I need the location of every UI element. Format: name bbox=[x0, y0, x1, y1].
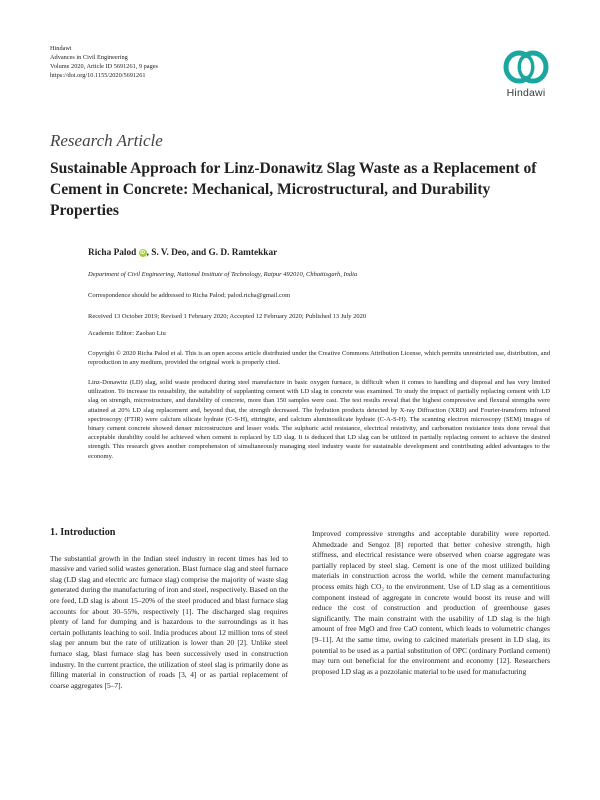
doi-link[interactable]: https://doi.org/10.1155/2020/5691261 bbox=[50, 72, 146, 79]
journal-header bbox=[50, 44, 158, 80]
hindawi-logo-icon bbox=[503, 48, 549, 86]
first-author: Richa Palod bbox=[88, 248, 137, 258]
intro-paragraph-right: Improved compressive strengths and acceptable durability were reported. Ahmedzade and Sengoz [8] reported that better cohesive strength, high stiffness, and electrical resistance were observed when coarse aggregate was partially replaced by steel slag. Cement is one of the most utilized building materials in construction across the world, while the cement manufacturing process emits high CO₂ to the environment. Use of LD slag as a cementitious component instead of aggregate in concrete would boost its reuse and will reduce the cost of construction and production of greenhouse gases significantly. The main constraint with the usability of LD slag is the high amount of free MgO and free CaO content, which leads to volumetric changes [9–11]. At the same time, owing to calcined materials present in LD slag, its potential to be used as a partial substitution of OPC (ordinary Portland cement) may turn out beneficial for the environment and economy [12]. Researchers proposed LD slag as a pozzolanic material to be used for manufacturing bbox=[312, 529, 550, 676]
affiliation: Department of Civil Engineering, National Institute of Technology, Raipur 492010, Chhattisgarh, India bbox=[88, 271, 358, 278]
orcid-icon[interactable]: iD bbox=[140, 250, 146, 256]
left-column bbox=[50, 528, 288, 691]
author-list bbox=[88, 248, 277, 258]
article-type: Research Article bbox=[50, 131, 163, 150]
academic-editor: Academic Editor: Zaobao Liu bbox=[88, 330, 166, 337]
journal-name: Advances in Civil Engineering bbox=[50, 54, 128, 61]
abstract: Linz-Donawitz (LD) slag, solid waste produced during steel manufacture in basic oxygen furnace, is difficult when it comes to handling and disposal and has very limited utilization. To increase its reusability, the suitability of supplanting cement with LD slag in concrete was examined. To study the impact of partially replacing cement with LD slag on strength, microstructure, and durability of concrete, more than 150 samples were cast. The test results reveal that the highest compressive and flexural strengths were attained at 20% LD slag replacement and, beyond that, the strength decreased. The hydration products detected by X-ray Diffraction (XRD) and Fourier-transform infrared spectroscopy (FTIR) were calcium silicate hydrate (C-S-H), ettringite, and calcium aluminosilicate hydrate (C-A-S-H). The scanning electron microscopy (SEM) images of binary cement concrete showed denser microstructure and lesser voids. The sulphuric acid resistance, electrical resistivity, and carbonation resistance tests done reveal that acceptable durability could be achieved when cement is replaced by LD slag. It is deduced that LD slag can be utilized in partially replacing cement to achieve the desired strength. This research gives another comprehension of simultaneously managing steel industry waste for sustainable development and contributing added advantages to the economy. bbox=[88, 379, 550, 460]
other-authors: , S. V. Deo, and G. D. Ramtekkar bbox=[146, 248, 278, 258]
hindawi-logo bbox=[497, 48, 555, 99]
correspondence: Correspondence should be addressed to Richa Palod; palod.richa@gmail.com bbox=[88, 292, 291, 299]
section-heading: 1. Introduction bbox=[50, 527, 116, 538]
article-title: Sustainable Approach for Linz-Donawitz Slag Waste as a Replacement of Cement in Concrete: Mechanical, Microstructural, and Durability Properties bbox=[50, 160, 537, 219]
logo-wordmark: Hindawi bbox=[506, 87, 546, 99]
publisher-name: Hindawi bbox=[50, 45, 72, 52]
copyright-notice: Copyright © 2020 Richa Palod et al. This is an open access article distributed under the Creative Commons Attribution License, which permits unrestricted use, distribution, and reproduction in any medium, provided the original work is properly cited. bbox=[88, 350, 550, 366]
publication-dates: Received 13 October 2019; Revised 1 February 2020; Accepted 12 February 2020; Published 13 July 2020 bbox=[88, 313, 367, 320]
right-column bbox=[312, 529, 550, 677]
intro-paragraph-left: The substantial growth in the Indian steel industry in recent times has led to massive and varied solid wastes generation. Blast furnace slag and steel furnace slag (LD slag and electric arc furnace slag) comprise the majority of waste slag generated during the manufacturing of iron and steel, respectively. Based on the ore feed, LD slag is about 15–20% of the steel produced and blast furnace slag accounts for about 30–55%, respectively [1]. The discharged slag requires plenty of land for dumping and is hazardous to the surroundings as it has certain pollutants leaching to soil. India produces about 12 million tons of steel slag per annum but the rate of utilization is lower than 20 [2]. Unlike steel furnace slag, blast furnace slag has been successively used in construction industry. In the current practice, the utilization of steel slag is primarily done as filling material in construction of roads [3, 4] or as partial replacement of coarse aggregates [5–7]. bbox=[50, 553, 288, 690]
volume-info: Volume 2020, Article ID 5691261, 9 pages bbox=[50, 63, 158, 70]
